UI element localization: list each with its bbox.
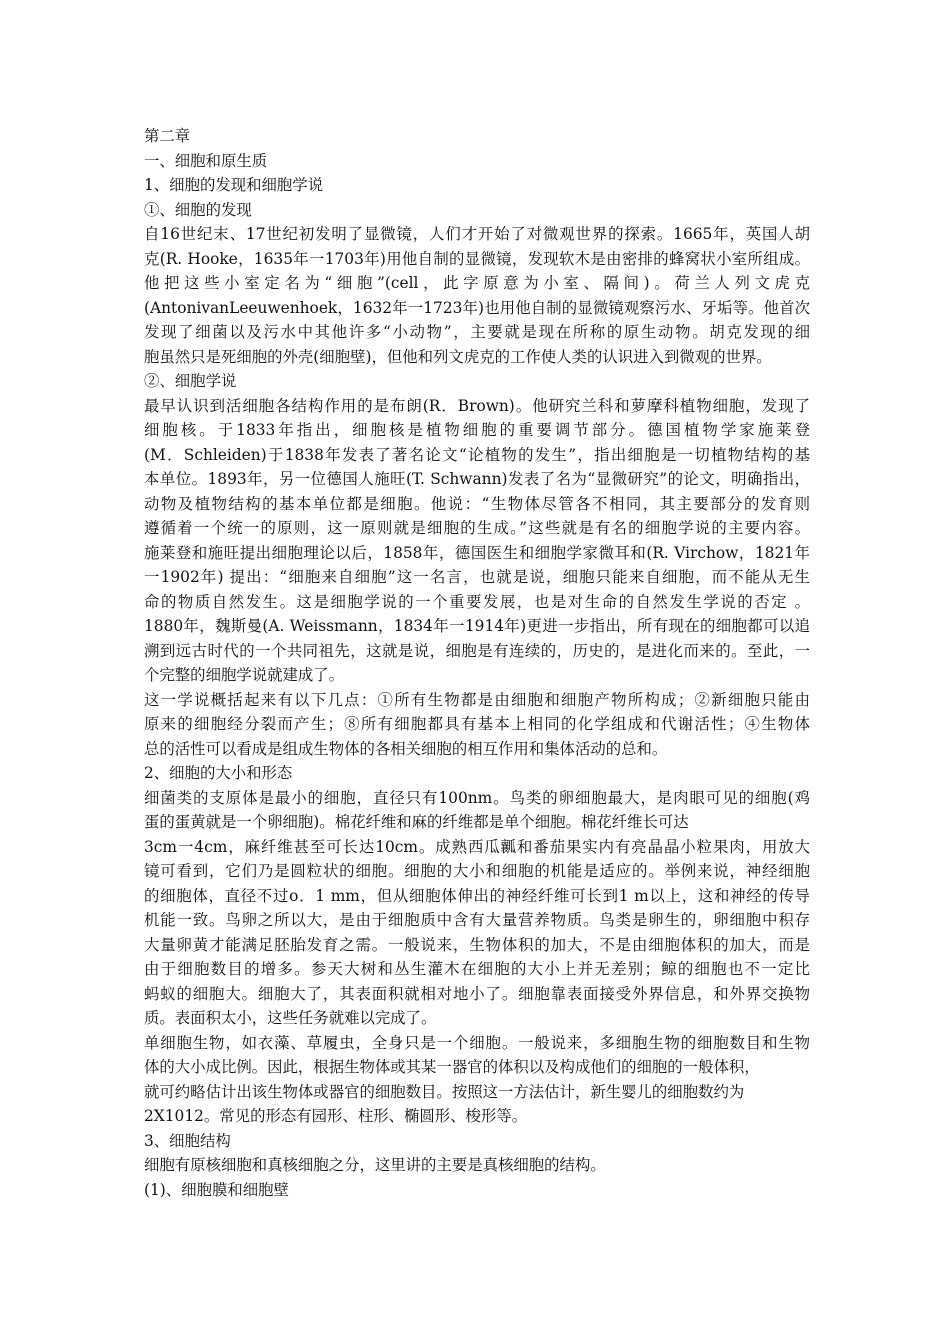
paragraph-line: 遵循着一个统一的原则，这一原则就是细胞的生成。”这些就是有名的细胞学说的主要内容。 bbox=[144, 519, 810, 537]
paragraph-line: 质。表面积太小，这些任务就难以完成了。 bbox=[144, 1009, 437, 1027]
paragraph-line: 大量卵黄才能满足胚胎发育之需。一般说来，生物体积的加大，不是由细胞体积的加大，而是 bbox=[144, 935, 810, 954]
paragraph-cell-theory bbox=[144, 394, 810, 688]
document-page bbox=[144, 124, 810, 1202]
paragraph-cell-count bbox=[144, 1031, 810, 1129]
paragraph-line: 细胞有原核细胞和真核细胞之分，这里讲的主要是真核细胞的结构。 bbox=[144, 1156, 606, 1174]
item-heading: ①、细胞的发现 bbox=[144, 200, 252, 219]
paragraph-line: 胞虽然只是死细胞的外壳(细胞壁)，但他和列文虎克的工作使人类的认识进入到微观的世界。 bbox=[144, 347, 772, 366]
subsection-heading: 3、细胞结构 bbox=[144, 1131, 231, 1150]
subsection-heading: 2、细胞的大小和形态 bbox=[144, 764, 293, 782]
item-heading: ②、细胞学说 bbox=[144, 372, 237, 390]
paragraph-line: 的细胞体，直径不过o．1 mm，但从细胞体伸出的神经纤维可长到1 m以上，这和神经的传导 bbox=[144, 886, 810, 905]
paragraph-line: 单细胞生物，如衣藻、草履虫，全身只是一个细胞。一般说来，多细胞生物的细胞数目和生物 bbox=[144, 1033, 810, 1052]
subsection-heading: (1)、细胞膜和细胞壁 bbox=[144, 1180, 289, 1199]
section-heading: 一、细胞和原生质 bbox=[144, 151, 268, 170]
paragraph-line: 就可约略估计出该生物体或器官的细胞数目。按照这一方法估计，新生婴儿的细胞数约为 bbox=[144, 1082, 745, 1101]
paragraph-line: 原来的细胞经分裂而产生；⑧所有细胞都具有基本上相同的化学组成和代谢活性；④生物体 bbox=[144, 715, 810, 733]
chapter-title: 第二章 bbox=[144, 127, 191, 145]
paragraph-line: 动物及植物结构的基本单位都是细胞。他说：“生物体尽管各不相同，其主要部分的发育则 bbox=[144, 494, 810, 513]
paragraph-line: 这一学说概括起来有以下几点：①所有生物都是由细胞和细胞产物所构成；②新细胞只能由 bbox=[144, 690, 810, 709]
paragraph-line: 体的大小成比例。因此，根据生物体或其某一器官的体积以及构成他们的细胞的一般体积， bbox=[144, 1058, 760, 1076]
paragraph-line: 蛋的蛋黄就是一个卵细胞)。棉花纤维和麻的纤维都是单个细胞。棉花纤维长可达 bbox=[144, 813, 689, 831]
paragraph-theory-summary bbox=[144, 688, 810, 762]
paragraph-line: 发现了细菌以及污水中其他许多“小动物”，主要就是现在所称的原生动物。胡克发现的细 bbox=[144, 323, 810, 341]
paragraph-line: 镜可看到，它们乃是圆粒状的细胞。细胞的大小和细胞的机能是适应的。举例来说，神经细胞 bbox=[144, 862, 810, 880]
paragraph-line: 溯到远古时代的一个共同祖先，这就是说，细胞是有连续的，历史的，是进化而来的。至此，一 bbox=[144, 641, 810, 660]
paragraph-line: 1880年，魏斯曼(A. Weissmann，1834年一1914年)更进一步指出，所有现在的细胞都可以追 bbox=[144, 617, 810, 635]
paragraph-line: 3cm一4cm，麻纤维甚至可长达10cm。成熟西瓜瓤和番茄果实内有亮晶晶小粒果肉，用放大 bbox=[144, 837, 810, 856]
paragraph-line: 由于细胞数目的增多。参天大树和丛生灌木在细胞的大小上并无差别；鲸的细胞也不一定比 bbox=[144, 960, 810, 978]
paragraph-line: 最早认识到活细胞各结构作用的是布朗(R．Brown)。他研究兰科和萝摩科植物细胞，发现了 bbox=[144, 396, 810, 415]
paragraph-line: 细胞核。于1833年指出，细胞核是植物细胞的重要调节部分。德国植物学家施莱登 bbox=[144, 421, 810, 439]
paragraph-line: 克(R. Hooke，1635年一1703年)用他自制的显微镜，发现软木是由密排的蜂窝状小室所组成。 bbox=[144, 249, 810, 268]
paragraph-line: 细菌类的支原体是最小的细胞，直径只有100nm。鸟类的卵细胞最大，是肉眼可见的细胞(鸡 bbox=[144, 788, 810, 807]
paragraph-cell-structure bbox=[144, 1153, 810, 1178]
paragraph-line: 本单位。1893年，另一位德国人施旺(T. Schwann)发表了名为“显微研究”的论文，明确指出， bbox=[144, 470, 810, 488]
paragraph-line: (M．Schleiden)于1838年发表了著名论文“论植物的发生”，指出细胞是一切植物结构的基 bbox=[144, 445, 810, 464]
paragraph-line: 一1902年) 提出：“细胞来自细胞”这一名言，也就是说，细胞只能来自细胞，而不能从无生 bbox=[144, 568, 810, 586]
paragraph-line: 自16世纪末、17世纪初发明了显微镜，人们才开始了对微观世界的探索。1665年，英国人胡 bbox=[144, 225, 810, 243]
paragraph-line: 施莱登和施旺提出细胞理论以后，1858年，德国医生和细胞学家微耳和(R. Virchow，1821年 bbox=[144, 543, 810, 562]
paragraph-line: 命的物质自然发生。这是细胞学说的一个重要发展，也是对生命的自然发生学说的否定 。 bbox=[144, 592, 810, 611]
paragraph-line: 个完整的细胞学说就建成了。 bbox=[144, 666, 345, 684]
paragraph-line: 总的活性可以看成是组成生物体的各相关细胞的相互作用和集体活动的总和。 bbox=[144, 739, 668, 758]
paragraph-line: 他把这些小室定名为“细胞”(cell，此字原意为小室、隔间)。荷兰人列文虎克 bbox=[144, 274, 810, 292]
subsection-heading: 1、细胞的发现和细胞学说 bbox=[144, 176, 324, 194]
paragraph-line: 机能一致。鸟卵之所以大，是由于细胞质中含有大量营养物质。鸟类是卵生的，卵细胞中积存 bbox=[144, 911, 810, 929]
paragraph-line: (AntonivanLeeuwenhoek，1632年一1723年)也用他自制的显微镜观察污水、牙垢等。他首次 bbox=[144, 298, 810, 317]
paragraph-cell-discovery bbox=[144, 222, 810, 369]
paragraph-line: 2X1012。常见的形态有园形、柱形、椭圆形、梭形等。 bbox=[144, 1107, 528, 1125]
paragraph-cell-size bbox=[144, 786, 810, 1031]
paragraph-line: 蚂蚁的细胞大。细胞大了，其表面积就相对地小了。细胞靠表面接受外界信息，和外界交换物 bbox=[144, 984, 810, 1003]
